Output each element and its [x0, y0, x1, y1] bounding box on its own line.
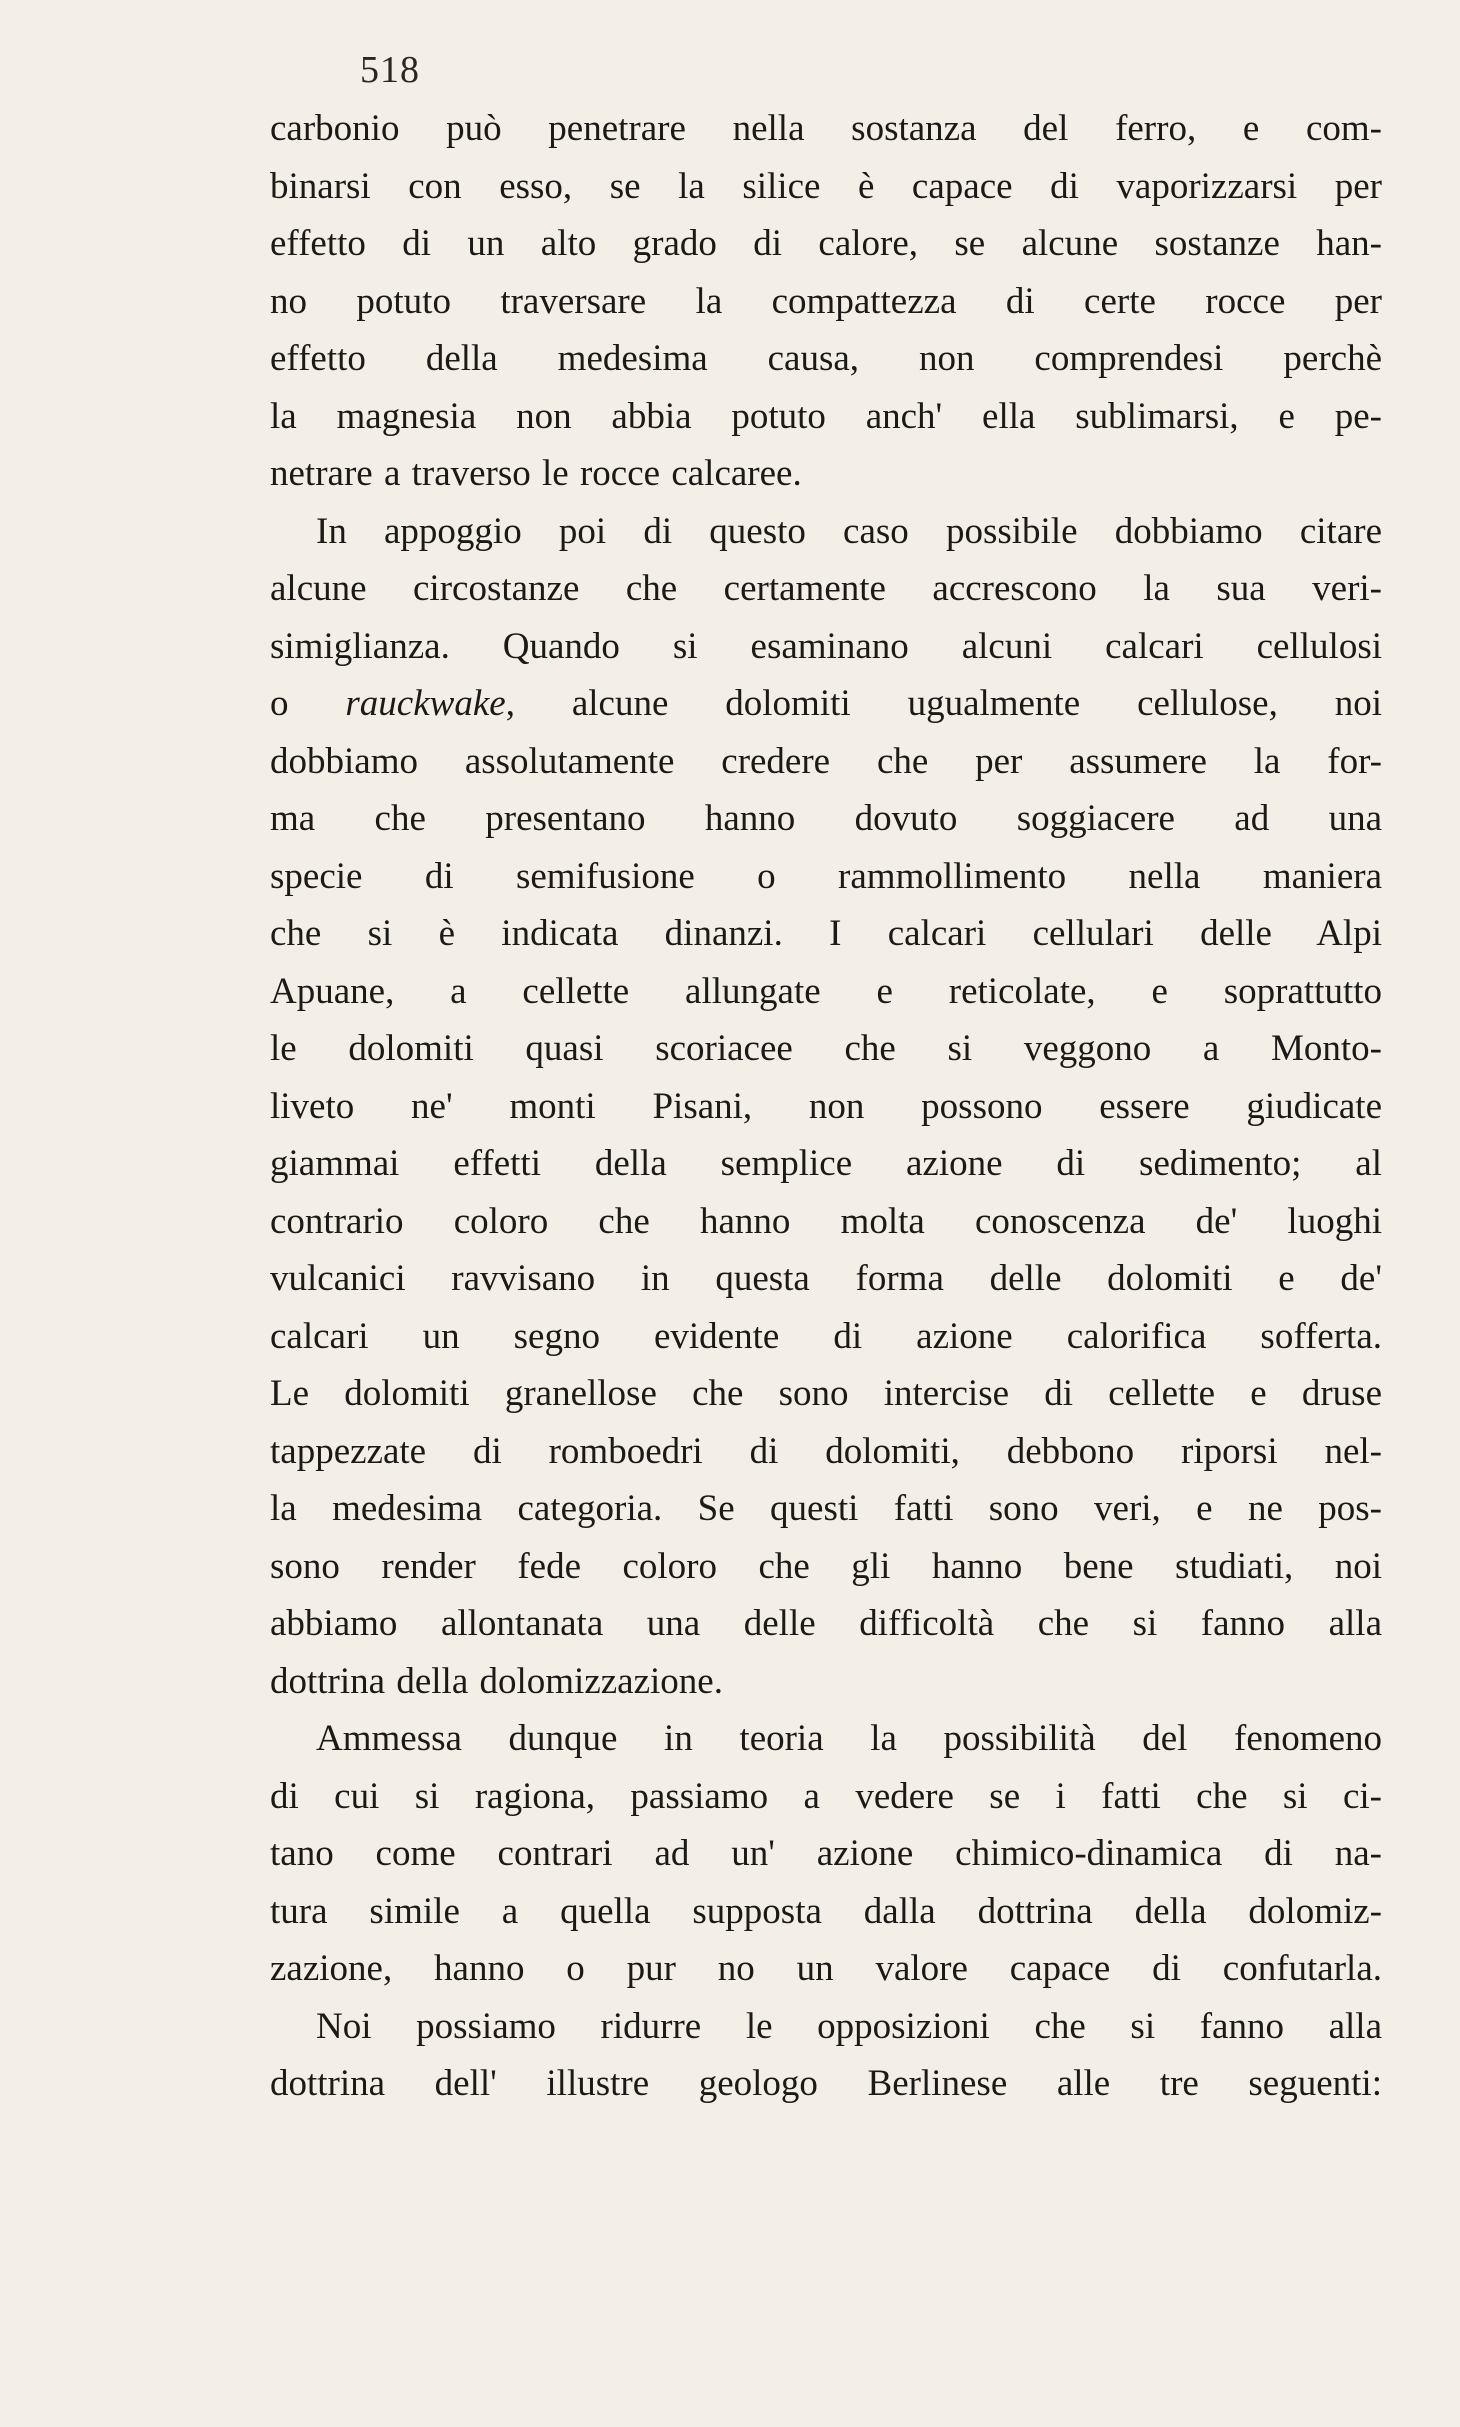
text-line: giammai effetti della semplice azione di sedimento; al [270, 1143, 1382, 1184]
text-line: zazione, hanno o pur no un valore capace di confutarla. [270, 1948, 1382, 1989]
text-line: simiglianza. Quando si esaminano alcuni calcari cellulosi [270, 625, 1382, 667]
text-line: specie di semifusione o rammollimento nella maniera [270, 855, 1382, 897]
text-line: sono render fede coloro che gli hanno bene studiati, noi [270, 1545, 1382, 1587]
text-line: binarsi con esso, se la silice è capace di vaporizzarsi per [270, 165, 1382, 207]
page-number: 518 [360, 49, 420, 91]
text-line: vulcanici ravvisano in questa forma delle dolomiti e de' [270, 1258, 1382, 1299]
text-line: la magnesia non abbia potuto anch' ella sublimarsi, e pe- [270, 395, 1382, 437]
text-line: carbonio può penetrare nella sostanza del ferro, e com- [270, 108, 1382, 149]
text-line: le dolomiti quasi scoriacee che si veggono a Monto- [270, 1028, 1382, 1069]
text-line: ma che presentano hanno dovuto soggiacere ad una [270, 798, 1382, 839]
text-line: di cui si ragiona, passiamo a vedere se i fatti che si ci- [270, 1775, 1382, 1817]
text-line: che si è indicata dinanzi. I calcari cellulari delle Alpi [270, 913, 1382, 954]
text-line [270, 675, 1382, 733]
line-prefix: o [270, 683, 346, 724]
text-line: effetto della medesima causa, non comprendesi perchè [270, 338, 1382, 379]
text-line: tano come contrari ad un' azione chimico-dinamica di na- [270, 1833, 1382, 1874]
text-line: Apuane, a cellette allungate e reticolate, e soprattutto [270, 970, 1382, 1012]
line-suffix: , alcune dolomiti ugualmente cellulose, noi [505, 683, 1383, 724]
text-line: contrario coloro che hanno molta conoscenza de' luoghi [270, 1200, 1382, 1242]
text-line: tura simile a quella supposta dalla dottrina della dolomiz- [270, 1890, 1382, 1932]
text-line: dottrina dell' illustre geologo Berlinese alle tre seguenti: [270, 2063, 1382, 2104]
text-line: calcari un segno evidente di azione calorifica sofferta. [270, 1315, 1382, 1357]
text-line: Noi possiamo ridurre le opposizioni che si fanno alla [316, 2005, 1382, 2047]
text-line: abbiamo allontanata una delle difficoltà che si fanno alla [270, 1603, 1382, 1644]
text-line: la medesima categoria. Se questi fatti sono veri, e ne pos- [270, 1488, 1382, 1529]
text-line: effetto di un alto grado di calore, se alcune sostanze han- [270, 223, 1382, 264]
text-line: no potuto traversare la compattezza di certe rocce per [270, 280, 1382, 322]
text-line: alcune circostanze che certamente accrescono la sua veri- [270, 568, 1382, 609]
text-line: netrare a traverso le rocce calcaree. [270, 453, 802, 494]
text-line: In appoggio poi di questo caso possibile dobbiamo citare [316, 510, 1382, 552]
italic-term: rauckwake [345, 683, 506, 724]
text-line: dottrina della dolomizzazione. [270, 1660, 723, 1702]
body-text [270, 100, 1382, 2113]
text-line: Le dolomiti granellose che sono intercise di cellette e druse [270, 1373, 1382, 1414]
text-line: Ammessa dunque in teoria la possibilità del fenomeno [316, 1718, 1382, 1759]
text-line: liveto ne' monti Pisani, non possono essere giudicate [270, 1085, 1382, 1127]
text-line: tappezzate di romboedri di dolomiti, debbono riporsi nel- [270, 1430, 1382, 1472]
text-line: dobbiamo assolutamente credere che per assumere la for- [270, 740, 1382, 782]
